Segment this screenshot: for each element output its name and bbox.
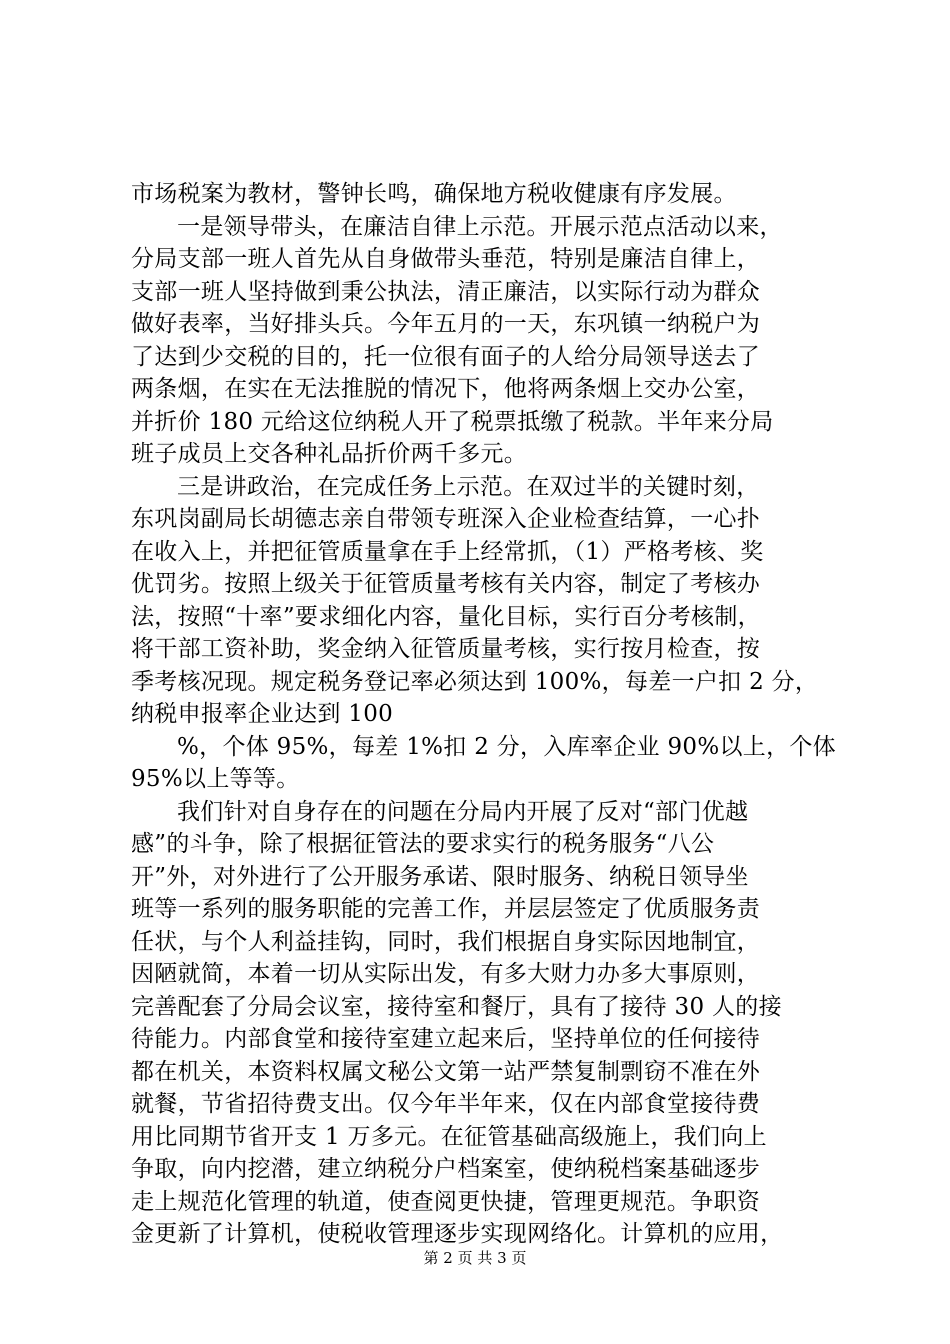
text-line: 将干部工资补助，奖金纳入征管质量考核，实行按月检查，按 bbox=[131, 636, 761, 662]
text-line: 用比同期节省开支 1 万多元。在征管基础高级施上，我们向上 bbox=[131, 1123, 767, 1150]
text-line: 三是讲政治，在完成任务上示范。在双过半的关键时刻， bbox=[177, 473, 760, 500]
text-line: 东巩岗副局长胡德志亲自带领专班深入企业检查结算，一心扑 bbox=[131, 506, 761, 532]
text-line: 法，按照“十率”要求细化内容，量化目标，实行百分考核制， bbox=[131, 603, 761, 630]
text-line: 争取，向内挖潜，建立纳税分户档案室，使纳税档案基础逐步 bbox=[131, 1156, 761, 1182]
text-line: 都在机关，本资料权属文秘公文第一站严禁复制剽窃不准在外 bbox=[131, 1058, 761, 1085]
text-line: 两条烟，在实在无法推脱的情况下，他将两条烟上交办公室， bbox=[131, 376, 761, 402]
text-line: 任状，与个人利益挂钩，同时，我们根据自身实际因地制宜， bbox=[131, 928, 761, 955]
text-line: 季考核况现。规定税务登记率必须达到 100%，每差一户扣 2 分， bbox=[131, 668, 819, 695]
text-line: 我们针对自身存在的问题在分局内开展了反对“部门优越 bbox=[177, 798, 749, 825]
text-line: 就餐，节省招待费支出。仅今年半年来，仅在内部食堂接待费 bbox=[131, 1091, 761, 1117]
document-body bbox=[131, 178, 836, 1251]
text-line: 走上规范化管理的轨道，使查阅更快捷，管理更规范。争职资 bbox=[131, 1188, 761, 1215]
text-line: 金更新了计算机，使税收管理逐步实现网络化。计算机的应用， bbox=[131, 1221, 784, 1247]
text-line: 分局支部一班人首先从自身做带头垂范，特别是廉洁自律上， bbox=[131, 246, 761, 272]
text-line: %，个体 95%，每差 1%扣 2 分，入库率企业 90%以上，个体 bbox=[177, 733, 836, 760]
text-line: 待能力。内部食堂和接待室建立起来后，坚持单位的任何接待 bbox=[131, 1026, 761, 1052]
text-line: 做好表率，当好排头兵。今年五月的一天，东巩镇一纳税户为 bbox=[131, 311, 761, 337]
text-line: 班子成员上交各种礼品折价两千多元。 bbox=[131, 441, 528, 467]
text-line: 感”的斗争，除了根据征管法的要求实行的税务服务“八公 bbox=[131, 831, 715, 857]
text-line: 开”外，对外进行了公开服务承诺、限时服务、纳税日领导坐 bbox=[131, 863, 749, 890]
text-line: 并折价 180 元给这位纳税人开了税票抵缴了税款。半年来分局 bbox=[131, 408, 774, 435]
text-line: 优罚劣。按照上级关于征管质量考核有关内容，制定了考核办 bbox=[131, 571, 761, 597]
text-line: 支部一班人坚持做到秉公执法，清正廉洁，以实际行动为群众 bbox=[131, 278, 761, 305]
text-line: 95%以上等等。 bbox=[131, 766, 300, 792]
text-line: 纳税申报率企业达到 100 bbox=[131, 701, 394, 727]
text-line: 在收入上，并把征管质量拿在手上经常抓，（1）严格考核、奖 bbox=[131, 538, 764, 565]
text-line: 市场税案为教材，警钟长鸣，确保地方税收健康有序发展。 bbox=[131, 181, 737, 207]
text-line: 因陋就简，本着一切从实际出发，有多大财力办多大事原则， bbox=[131, 961, 761, 987]
text-line: 一是领导带头，在廉洁自律上示范。开展示范点活动以来， bbox=[177, 213, 783, 240]
text-line: 了达到少交税的目的，托一位很有面子的人给分局领导送去了 bbox=[131, 343, 761, 370]
text-line: 班等一系列的服务职能的完善工作，并层层签定了优质服务责 bbox=[131, 896, 761, 922]
text-line: 完善配套了分局会议室，接待室和餐厅，具有了接待 30 人的接 bbox=[131, 993, 782, 1020]
page-number-footer: 第 2 页 共 3 页 bbox=[423, 1249, 527, 1267]
